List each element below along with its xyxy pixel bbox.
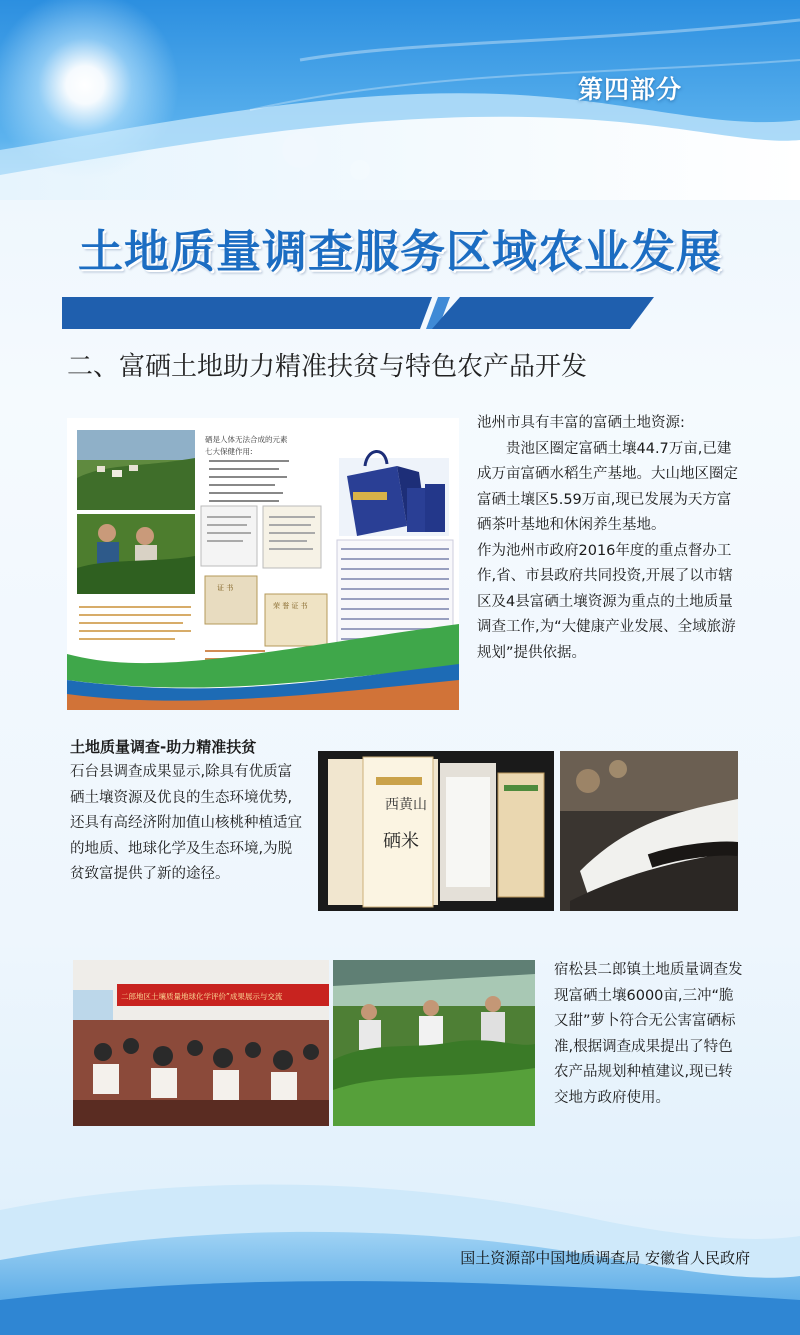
- rice-box-label: 硒米: [383, 831, 419, 852]
- rice-box-label: 西黄山: [385, 797, 427, 813]
- shitai-paragraph: 石台县调查成果显示,除具有优质富硒土壤资源及优良的生态环境优势,还具有高经济附加值山核桃种植适宜的地质、地球化学及生态环境,为脱贫致富提供了新的途径。: [70, 764, 302, 883]
- collage-text-line: 七大保健作用:: [205, 447, 253, 456]
- intro-text: [477, 411, 739, 666]
- footer-credit: 国土资源部中国地质调查局 安徽省人民政府: [460, 1249, 750, 1267]
- certificate-label: 荣 誉 证 书: [273, 602, 308, 610]
- certificate-label: 证 书: [217, 584, 234, 592]
- susong-text: [554, 958, 744, 1111]
- title-stripes: [62, 297, 662, 329]
- intro-paragraph-1: 贵池区圈定富硒土壤44.7万亩,已建成万亩富硒水稻生产基地。大山地区圈定富硒土壤区5.59万亩,现已发展为天方富硒茶叶基地和休闲养生基地。: [477, 440, 738, 534]
- rice-product-photo: [318, 751, 554, 911]
- collage-text-line: 硒是人体无法合成的元素: [205, 435, 288, 444]
- section-heading: 土地质量调查-助力精准扶贫: [70, 738, 257, 756]
- collage-graphic: [67, 418, 459, 710]
- radish-field-photo: [333, 960, 535, 1126]
- shitai-text: [70, 734, 302, 888]
- bottom-wave-graphic: [0, 1150, 800, 1335]
- selenium-collage-panel: [67, 418, 459, 710]
- section-label: 第四部分: [578, 75, 683, 104]
- meeting-banner-text: 二郎地区土壤质量地球化学评价”成果展示与交流: [121, 992, 283, 1001]
- intro-paragraph-2: 作为池州市政府2016年度的重点督办工作,省、市县政府共同投资,开展了以市辖区及4县富硒土壤资源为重点的土地质量调查工作,为“大健康产业发展、全域旅游规划”提供依据。: [477, 542, 736, 661]
- intro-heading: 池州市具有丰富的富硒土地资源:: [477, 415, 685, 431]
- section-subtitle: 二、富硒土地助力精准扶贫与特色农产品开发: [67, 352, 588, 382]
- rice-grains-photo: [560, 751, 738, 911]
- susong-paragraph: 宿松县二郎镇土地质量调查发现富硒土壤6000亩,三冲“脆又甜”萝卜符合无公害富硒标准,根据调查成果提出了特色农产品规划种植建议,现已转交地方政府使用。: [554, 962, 743, 1106]
- meeting-photo: [73, 960, 329, 1126]
- page-title: 土地质量调查服务区域农业发展: [77, 225, 722, 278]
